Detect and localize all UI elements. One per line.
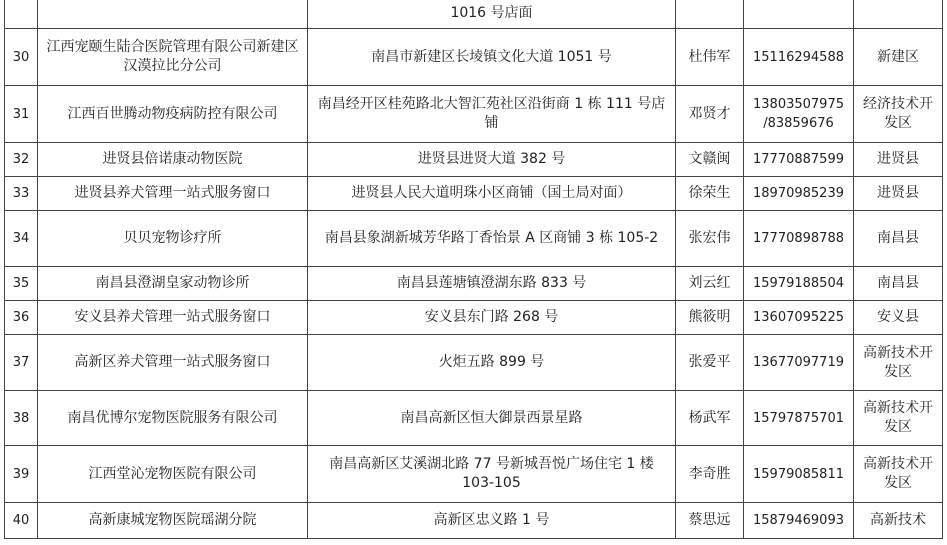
district: 新建区 <box>854 29 943 86</box>
table-row <box>5 301 943 335</box>
row-number <box>5 0 38 29</box>
clinic-name <box>38 0 308 29</box>
contact-person: 李奇胜 <box>676 446 744 503</box>
district: 进贤县 <box>854 177 943 211</box>
contact-phone: 17770898788 <box>744 211 854 267</box>
contact-person: 蔡思远 <box>676 503 744 539</box>
contact-person: 杨武军 <box>676 391 744 446</box>
table-row <box>5 267 943 301</box>
clinic-name: 贝贝宠物诊疗所 <box>38 211 308 267</box>
row-number: 30 <box>5 29 38 86</box>
clinic-address: 高新区忠义路 1 号 <box>308 503 676 539</box>
table-row <box>5 335 943 391</box>
district: 进贤县 <box>854 143 943 177</box>
clinic-name: 南昌县澄湖皇家动物诊所 <box>38 267 308 301</box>
contact-person: 张宏伟 <box>676 211 744 267</box>
contact-person: 邓贤才 <box>676 86 744 143</box>
clinic-address: 进贤县人民大道明珠小区商铺（国土局对面） <box>308 177 676 211</box>
district: 高新技术开发区 <box>854 446 943 503</box>
contact-phone: 13677097719 <box>744 335 854 391</box>
clinic-address: 1016 号店面 <box>308 0 676 29</box>
contact-phone: 15979188504 <box>744 267 854 301</box>
contact-phone: 13607095225 <box>744 301 854 335</box>
clinic-address: 南昌高新区恒大御景西景星路 <box>308 391 676 446</box>
row-number: 33 <box>5 177 38 211</box>
table-row <box>5 0 943 29</box>
contact-phone: 17770887599 <box>744 143 854 177</box>
contact-phone: 18970985239 <box>744 177 854 211</box>
contact-person: 文赣闽 <box>676 143 744 177</box>
district <box>854 0 943 29</box>
clinic-address: 南昌市新建区长堎镇文化大道 1051 号 <box>308 29 676 86</box>
contact-person: 杜伟军 <box>676 29 744 86</box>
clinic-address: 南昌高新区艾溪湖北路 77 号新城吾悦广场住宅 1 楼 103-105 <box>308 446 676 503</box>
table-row <box>5 211 943 267</box>
district: 安义县 <box>854 301 943 335</box>
clinic-name: 进贤县倍诺康动物医院 <box>38 143 308 177</box>
table-row <box>5 391 943 446</box>
row-number: 34 <box>5 211 38 267</box>
row-number: 36 <box>5 301 38 335</box>
clinic-name: 江西宠颐生陆合医院管理有限公司新建区汉漠拉比分公司 <box>38 29 308 86</box>
clinic-address: 南昌经开区桂苑路北大智汇苑社区沿街商 1 栋 111 号店铺 <box>308 86 676 143</box>
row-number: 38 <box>5 391 38 446</box>
contact-phone: 15797875701 <box>744 391 854 446</box>
clinic-table <box>4 0 943 539</box>
district: 高新技术开发区 <box>854 391 943 446</box>
contact-phone: 13803507975 /83859676 <box>744 86 854 143</box>
row-number: 37 <box>5 335 38 391</box>
table-row <box>5 143 943 177</box>
table-row <box>5 29 943 86</box>
clinic-address: 安义县东门路 268 号 <box>308 301 676 335</box>
row-number: 40 <box>5 503 38 539</box>
district: 南昌县 <box>854 267 943 301</box>
clinic-address: 火炬五路 899 号 <box>308 335 676 391</box>
row-number: 32 <box>5 143 38 177</box>
table-row <box>5 86 943 143</box>
contact-phone <box>744 0 854 29</box>
contact-phone: 15879469093 <box>744 503 854 539</box>
contact-person: 张爱平 <box>676 335 744 391</box>
table-row <box>5 446 943 503</box>
clinic-name: 安义县养犬管理一站式服务窗口 <box>38 301 308 335</box>
clinic-address: 南昌县象湖新城芳华路丁香怡景 A 区商铺 3 栋 105-2 <box>308 211 676 267</box>
clinic-name: 高新康城宠物医院瑶湖分院 <box>38 503 308 539</box>
district: 高新技术开发区 <box>854 335 943 391</box>
table-row <box>5 503 943 539</box>
contact-person <box>676 0 744 29</box>
contact-person: 徐荣生 <box>676 177 744 211</box>
clinic-name: 江西百世腾动物疫病防控有限公司 <box>38 86 308 143</box>
clinic-address: 南昌县莲塘镇澄湖东路 833 号 <box>308 267 676 301</box>
row-number: 39 <box>5 446 38 503</box>
clinic-name: 进贤县养犬管理一站式服务窗口 <box>38 177 308 211</box>
clinic-name: 江西堂沁宠物医院有限公司 <box>38 446 308 503</box>
clinic-name: 高新区养犬管理一站式服务窗口 <box>38 335 308 391</box>
row-number: 35 <box>5 267 38 301</box>
contact-phone: 15979085811 <box>744 446 854 503</box>
row-number: 31 <box>5 86 38 143</box>
district: 经济技术开发区 <box>854 86 943 143</box>
district: 南昌县 <box>854 211 943 267</box>
contact-person: 刘云红 <box>676 267 744 301</box>
contact-phone: 15116294588 <box>744 29 854 86</box>
table-row <box>5 177 943 211</box>
contact-person: 熊筱明 <box>676 301 744 335</box>
clinic-address: 进贤县进贤大道 382 号 <box>308 143 676 177</box>
district: 高新技术 <box>854 503 943 539</box>
clinic-name: 南昌优博尔宠物医院服务有限公司 <box>38 391 308 446</box>
